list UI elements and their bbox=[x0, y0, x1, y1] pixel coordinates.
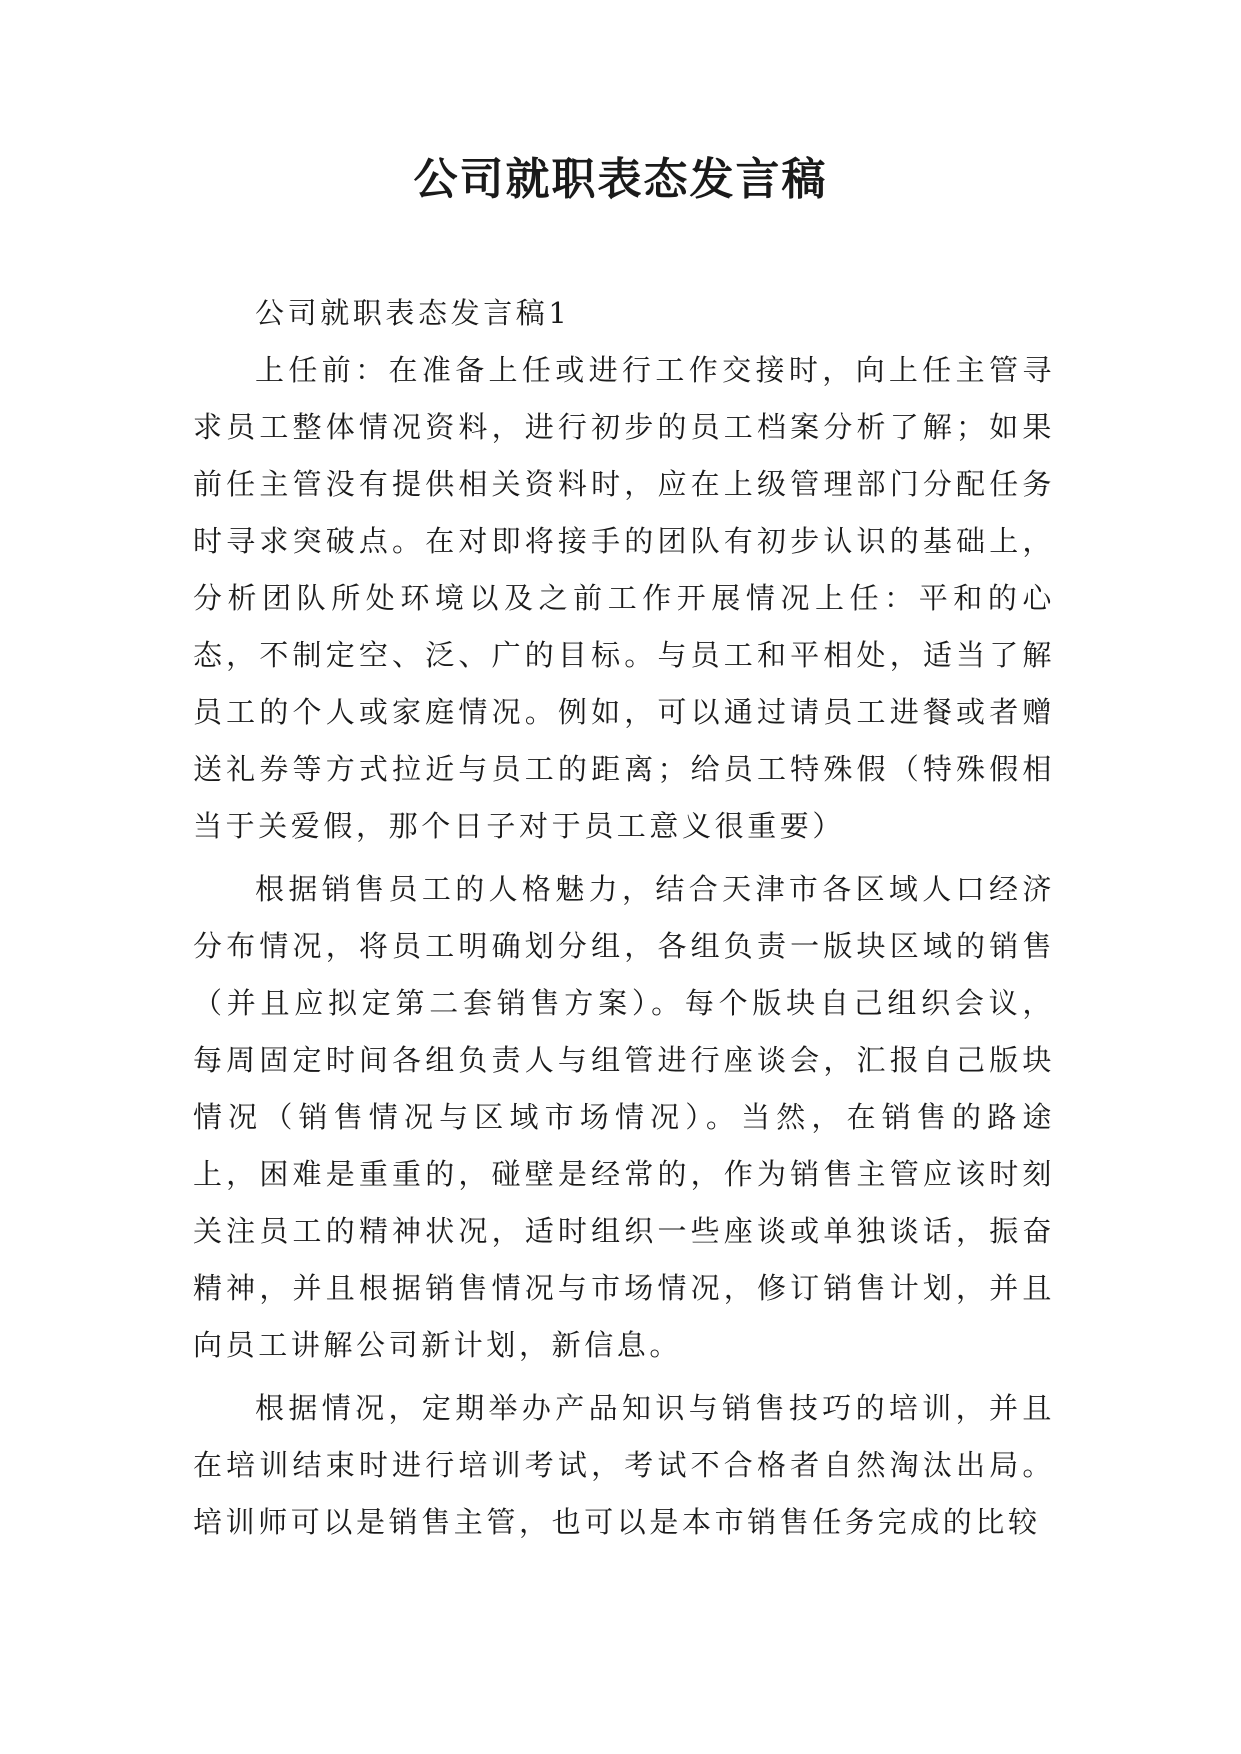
section-heading: 公司就职表态发言稿1 bbox=[255, 296, 571, 330]
document-title: 公司就职表态发言稿 bbox=[413, 154, 828, 205]
paragraph-training: 根据情况，定期举办产品知识与销售技巧的培训，并且在培训结束时进行培训考试，考试不合格者自然淘汰出局。培训师可以是销售主管，也可以是本市销售任务完成的比较 bbox=[193, 1391, 1055, 1539]
paragraph-sales-grouping: 根据销售员工的人格魅力，结合天津市各区域人口经济分布情况，将员工明确划分组，各组负责一版块区域的销售（并且应拟定第二套销售方案）。每个版块自己组织会议，每周固定时间各组负责人与组管进行座谈会，汇报自己版块情况（销售情况与区域市场情况）。当然，在销售的路途上，困难是重重的，碰壁是经常的，作为销售主管应该时刻关注员工的精神状况，适时组织一些座谈或单独谈话，振奋精神，并且根据销售情况与市场情况，修订销售计划，并且向员工讲解公司新计划，新信息。 bbox=[193, 872, 1055, 1362]
paragraph-before-appointment: 上任前：在准备上任或进行工作交接时，向上任主管寻求员工整体情况资料，进行初步的员工档案分析了解；如果前任主管没有提供相关资料时，应在上级管理部门分配任务时寻求突破点。在对即将接手的团队有初步认识的基础上，分析团队所处环境以及之前工作开展情况上任：平和的心态，不制定空、泛、广的目标。与员工和平相处，适当了解员工的个人或家庭情况。例如，可以通过请员工进餐或者赠送礼券等方式拉近与员工的距离；给员工特殊假（特殊假相当于关爱假，那个日子对于员工意义很重要） bbox=[193, 353, 1055, 843]
document-body bbox=[193, 285, 1055, 1557]
